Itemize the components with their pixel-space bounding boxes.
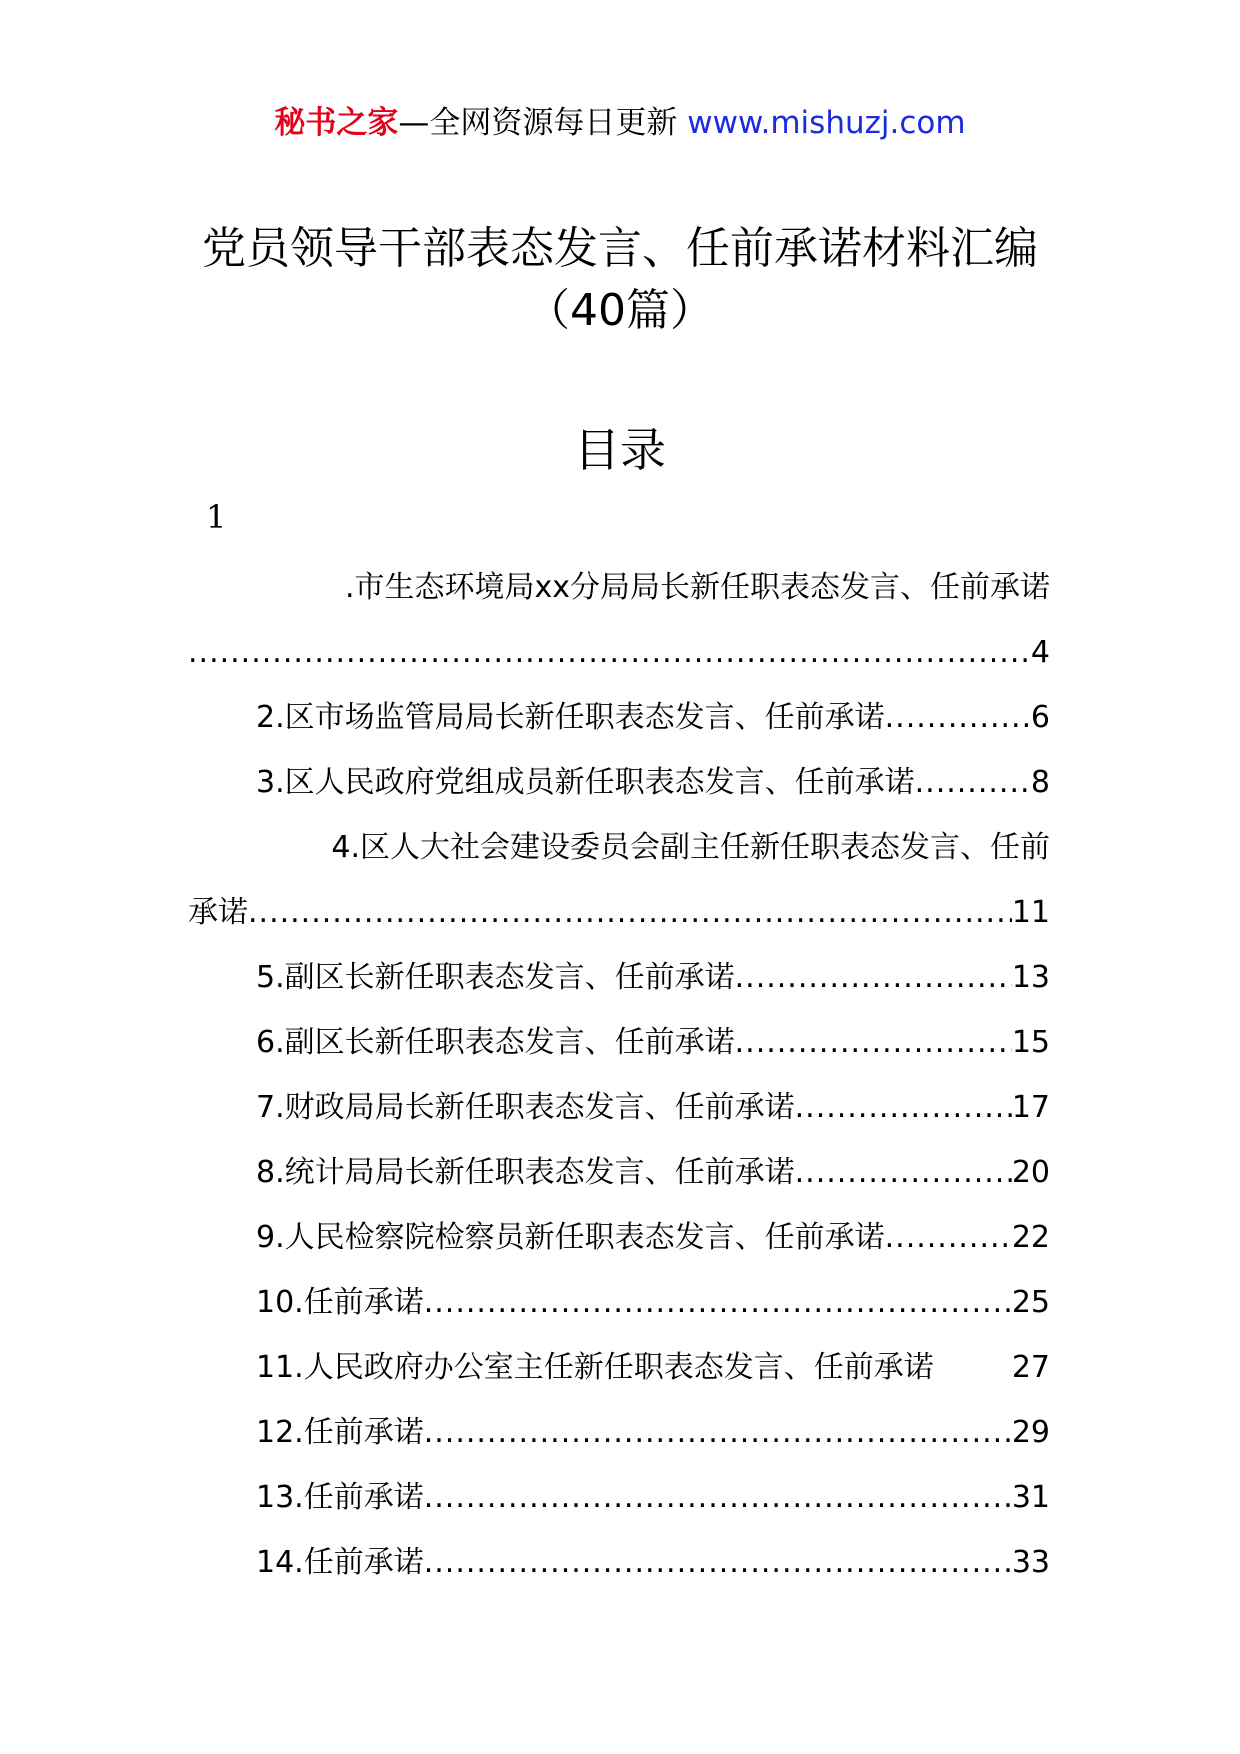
toc-entry[interactable]	[188, 555, 1050, 685]
toc-leader-dots	[735, 1010, 1012, 1075]
toc-entry-page: 25	[1011, 1285, 1050, 1320]
toc-entry-page: 27	[1011, 1350, 1050, 1385]
site-url-link[interactable]: www.mishuzj.com	[687, 105, 966, 141]
toc-entry-page: 15	[1011, 1025, 1050, 1060]
toc-entry-title: 14.任前承诺	[256, 1545, 424, 1580]
toc-leader-dots	[424, 1400, 1012, 1465]
toc-entry-title: 6.副区长新任职表态发言、任前承诺	[256, 1025, 735, 1060]
toc-entry[interactable]	[188, 945, 1050, 1010]
toc-entry-title: 2.区市场监管局局长新任职表态发言、任前承诺	[256, 700, 885, 735]
toc-entry-title-cont: 承诺	[188, 895, 248, 930]
toc-leader-dots	[424, 1270, 1012, 1335]
document-title: 党员领导干部表态发言、任前承诺材料汇编（40篇）	[202, 223, 1038, 336]
toc-entry-title: 3.区人民政府党组成员新任职表态发言、任前承诺	[256, 765, 915, 800]
toc-entry-title: .市生态环境局xx分局局长新任职表态发言、任前承诺	[344, 570, 1050, 605]
toc-entry-title: 8.统计局局长新任职表态发言、任前承诺	[256, 1155, 795, 1190]
toc-entry-title: 13.任前承诺	[256, 1480, 424, 1515]
toc-leader-dots	[885, 1205, 1012, 1270]
toc-entry-title: 4.区人大社会建设委员会副主任新任职表态发言、任前	[331, 830, 1050, 865]
toc-entry[interactable]	[188, 750, 1050, 815]
toc-entry-page: 22	[1011, 1220, 1050, 1255]
toc-leader-dots	[248, 880, 1012, 945]
toc-entry[interactable]	[188, 1010, 1050, 1075]
toc-leader-dots	[795, 1140, 1012, 1205]
toc-entry[interactable]	[188, 1140, 1050, 1205]
toc-entry[interactable]	[188, 685, 1050, 750]
toc-entry[interactable]	[188, 1530, 1050, 1595]
toc-entry-title: 7.财政局局长新任职表态发言、任前承诺	[256, 1090, 795, 1125]
toc-entry-page: 31	[1011, 1480, 1050, 1515]
toc-leader-dots	[915, 750, 1031, 815]
toc-entry-title: 12.任前承诺	[256, 1415, 424, 1450]
toc-entry-page: 13	[1011, 960, 1050, 995]
toc-entry[interactable]	[188, 1400, 1050, 1465]
toc-entry[interactable]	[188, 1075, 1050, 1140]
toc-heading: 目录	[574, 423, 666, 477]
toc-leader-dots	[424, 1465, 1012, 1530]
toc-leader-dots	[795, 1075, 1012, 1140]
toc-leader-dots	[424, 1530, 1012, 1595]
toc-entry-page: 17	[1011, 1090, 1050, 1125]
toc-entry-page: 4	[1030, 635, 1050, 670]
toc-entry-page: 11	[1011, 895, 1050, 930]
toc-entry[interactable]	[188, 1465, 1050, 1530]
toc-entry[interactable]	[188, 815, 1050, 945]
toc-leader-dots	[735, 945, 1012, 1010]
toc-entry-page: 8	[1030, 765, 1050, 800]
toc-entry[interactable]	[188, 1205, 1050, 1270]
toc-entry-title: 10.任前承诺	[256, 1285, 424, 1320]
toc-entry-page: 6	[1030, 700, 1050, 735]
site-slogan: —全网资源每日更新	[398, 105, 678, 141]
toc-entry-title: 11.人民政府办公室主任新任职表态发言、任前承诺	[256, 1350, 934, 1385]
toc-stray-number: 1	[206, 498, 227, 536]
toc-entry[interactable]	[188, 1335, 1050, 1400]
toc-entry-page: 20	[1011, 1155, 1050, 1190]
table-of-contents	[188, 555, 1050, 1595]
toc-leader-dots	[885, 685, 1031, 750]
toc-entry-title: 9.人民检察院检察员新任职表态发言、任前承诺	[256, 1220, 885, 1255]
toc-entry-page: 33	[1011, 1545, 1050, 1580]
toc-leader-dots	[188, 620, 1031, 685]
site-header	[0, 98, 1240, 148]
toc-entry[interactable]	[188, 1270, 1050, 1335]
toc-entry-page: 29	[1011, 1415, 1050, 1450]
toc-entry-title: 5.副区长新任职表态发言、任前承诺	[256, 960, 735, 995]
site-brand: 秘书之家	[274, 105, 399, 141]
